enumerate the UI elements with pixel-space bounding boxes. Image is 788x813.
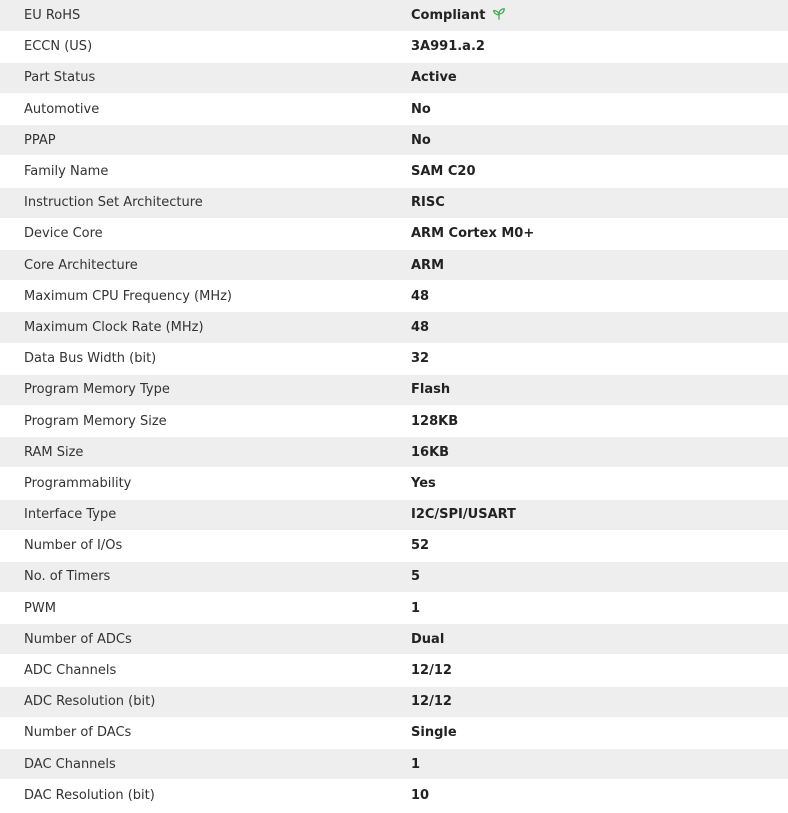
spec-attribute: DAC Channels	[0, 749, 411, 780]
spec-row	[0, 405, 788, 436]
spec-value: 128KB	[411, 405, 788, 436]
spec-attribute: Number of I/Os	[0, 530, 411, 561]
spec-attribute: DAC Resolution (bit)	[0, 780, 411, 811]
spec-attribute: ADC Resolution (bit)	[0, 686, 411, 717]
spec-value: Active	[411, 62, 788, 93]
spec-row	[0, 374, 788, 405]
spec-value: ARM Cortex M0+	[411, 218, 788, 249]
spec-row	[0, 94, 788, 125]
spec-attribute: Program Memory Type	[0, 374, 411, 405]
spec-value: Compliant	[411, 8, 486, 24]
spec-row	[0, 343, 788, 374]
spec-value: 32	[411, 343, 788, 374]
spec-value: No	[411, 125, 788, 156]
spec-row	[0, 312, 788, 343]
leaf-icon	[492, 7, 506, 21]
spec-value: 12/12	[411, 686, 788, 717]
spec-attribute: Automotive	[0, 94, 411, 125]
spec-attribute: Programmability	[0, 468, 411, 499]
spec-row	[0, 281, 788, 312]
spec-row	[0, 624, 788, 655]
spec-attribute: Family Name	[0, 156, 411, 187]
spec-attribute: PPAP	[0, 125, 411, 156]
spec-attribute: Program Memory Size	[0, 405, 411, 436]
spec-attribute: Part Status	[0, 62, 411, 93]
spec-value: 3A991.a.2	[411, 31, 788, 62]
spec-attribute: No. of Timers	[0, 561, 411, 592]
spec-value: 10	[411, 780, 788, 811]
spec-row	[0, 499, 788, 530]
spec-value: Yes	[411, 468, 788, 499]
spec-attribute: Number of ADCs	[0, 624, 411, 655]
spec-row	[0, 468, 788, 499]
spec-value: SAM C20	[411, 156, 788, 187]
spec-row	[0, 780, 788, 811]
spec-value: 12/12	[411, 655, 788, 686]
spec-value-cell	[411, 0, 788, 31]
spec-attribute: ADC Channels	[0, 655, 411, 686]
spec-value: Single	[411, 717, 788, 748]
spec-value: Flash	[411, 374, 788, 405]
spec-row	[0, 530, 788, 561]
spec-value: ARM	[411, 250, 788, 281]
spec-attribute: ECCN (US)	[0, 31, 411, 62]
spec-value: Dual	[411, 624, 788, 655]
spec-row	[0, 31, 788, 62]
spec-row	[0, 655, 788, 686]
spec-attribute: Interface Type	[0, 499, 411, 530]
spec-attribute: Device Core	[0, 218, 411, 249]
spec-row	[0, 62, 788, 93]
spec-value: 48	[411, 312, 788, 343]
spec-value: 5	[411, 561, 788, 592]
spec-value: I2C/SPI/USART	[411, 499, 788, 530]
spec-row	[0, 0, 788, 31]
spec-value: No	[411, 94, 788, 125]
spec-row	[0, 593, 788, 624]
spec-value: 48	[411, 281, 788, 312]
spec-value: 1	[411, 749, 788, 780]
spec-row	[0, 218, 788, 249]
spec-attribute: EU RoHS	[0, 0, 411, 31]
spec-row	[0, 561, 788, 592]
spec-attribute: Instruction Set Architecture	[0, 187, 411, 218]
spec-value: 1	[411, 593, 788, 624]
spec-attribute: Core Architecture	[0, 250, 411, 281]
spec-attribute: Number of DACs	[0, 717, 411, 748]
spec-row	[0, 749, 788, 780]
spec-value: RISC	[411, 187, 788, 218]
spec-attribute: Maximum CPU Frequency (MHz)	[0, 281, 411, 312]
spec-value: 52	[411, 530, 788, 561]
spec-row	[0, 717, 788, 748]
spec-row	[0, 250, 788, 281]
spec-row	[0, 156, 788, 187]
spec-row	[0, 187, 788, 218]
spec-attribute: RAM Size	[0, 437, 411, 468]
spec-row	[0, 437, 788, 468]
spec-attribute: Maximum Clock Rate (MHz)	[0, 312, 411, 343]
spec-row	[0, 686, 788, 717]
spec-attribute: Data Bus Width (bit)	[0, 343, 411, 374]
spec-value: 16KB	[411, 437, 788, 468]
spec-attribute: PWM	[0, 593, 411, 624]
spec-row	[0, 125, 788, 156]
